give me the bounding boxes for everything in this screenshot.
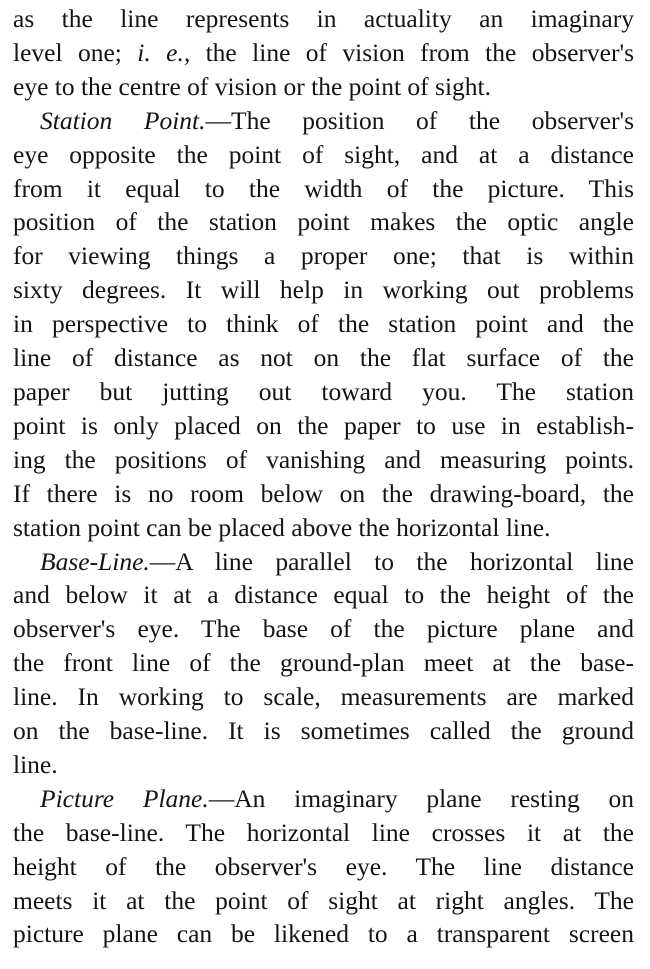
paragraph-base-line [13, 545, 634, 782]
text-line: as the line represents in actuality an imaginary [13, 4, 634, 33]
text-line: the base-line. The horizontal line crosses it at the [13, 817, 634, 847]
text-line: line of distance as not on the flat surface of the [13, 343, 634, 373]
text-line: position of the station point makes the optic angle [13, 207, 634, 237]
text-line [13, 782, 634, 816]
term-picture-plane: Picture Plane. [40, 783, 209, 813]
text-line: in perspective to think of the station point and the [13, 309, 634, 339]
text-line: line. In working to scale, measurements are marked [13, 682, 634, 712]
text-line: height of the observer's eye. The line distance [13, 851, 634, 881]
text-line: meets it at the point of sight at right angles. The [13, 885, 634, 915]
text-line: the front line of the ground-plan meet at the base- [13, 648, 634, 678]
text-line: sixty degrees. It will help in working out problems [13, 275, 634, 305]
text-line: ing the positions of vanishing and measuring points. [13, 444, 634, 474]
paragraph-picture-plane [13, 782, 634, 952]
text-line: point is only placed on the paper to use in establish- [13, 410, 634, 440]
text-line [13, 545, 634, 579]
text-line: picture plane can be likened to a transparent screen [13, 919, 634, 949]
text-line: eye to the centre of vision or the point of sight. [13, 71, 492, 101]
text-line: for viewing things a proper one; that is within [13, 241, 634, 271]
text-line [13, 104, 634, 138]
text-line: eye opposite the point of sight, and at a distance [13, 139, 634, 169]
paragraph-station-point [13, 104, 634, 545]
definition-start: —The position of the observer's [205, 105, 635, 135]
definition-start: —A line parallel to the horizontal line [149, 546, 634, 576]
text-line: line. [13, 749, 58, 779]
text-line: on the base-line. It is sometimes called the ground [13, 716, 634, 746]
term-station-point: Station Point. [40, 105, 206, 135]
definition-start: —An imaginary plane resting on [208, 783, 635, 813]
text-line: from it equal to the width of the picture. This [13, 173, 634, 203]
text-line: If there is no room below on the drawing-board, the [13, 478, 634, 508]
text-line: station point can be placed above the horizontal line. [13, 512, 551, 542]
text-line: paper but jutting out toward you. The station [13, 376, 634, 406]
text-line: and below it at a distance equal to the height of the [13, 580, 634, 610]
term-base-line: Base-Line. [40, 546, 150, 576]
abbreviation-ie: i. e., [137, 37, 191, 67]
text-line: observer's eye. The base of the picture plane and [13, 614, 634, 644]
paragraph-intro-continuation [13, 2, 634, 104]
text-line: level one; i. e., the line of vision from the observer's [13, 37, 634, 67]
